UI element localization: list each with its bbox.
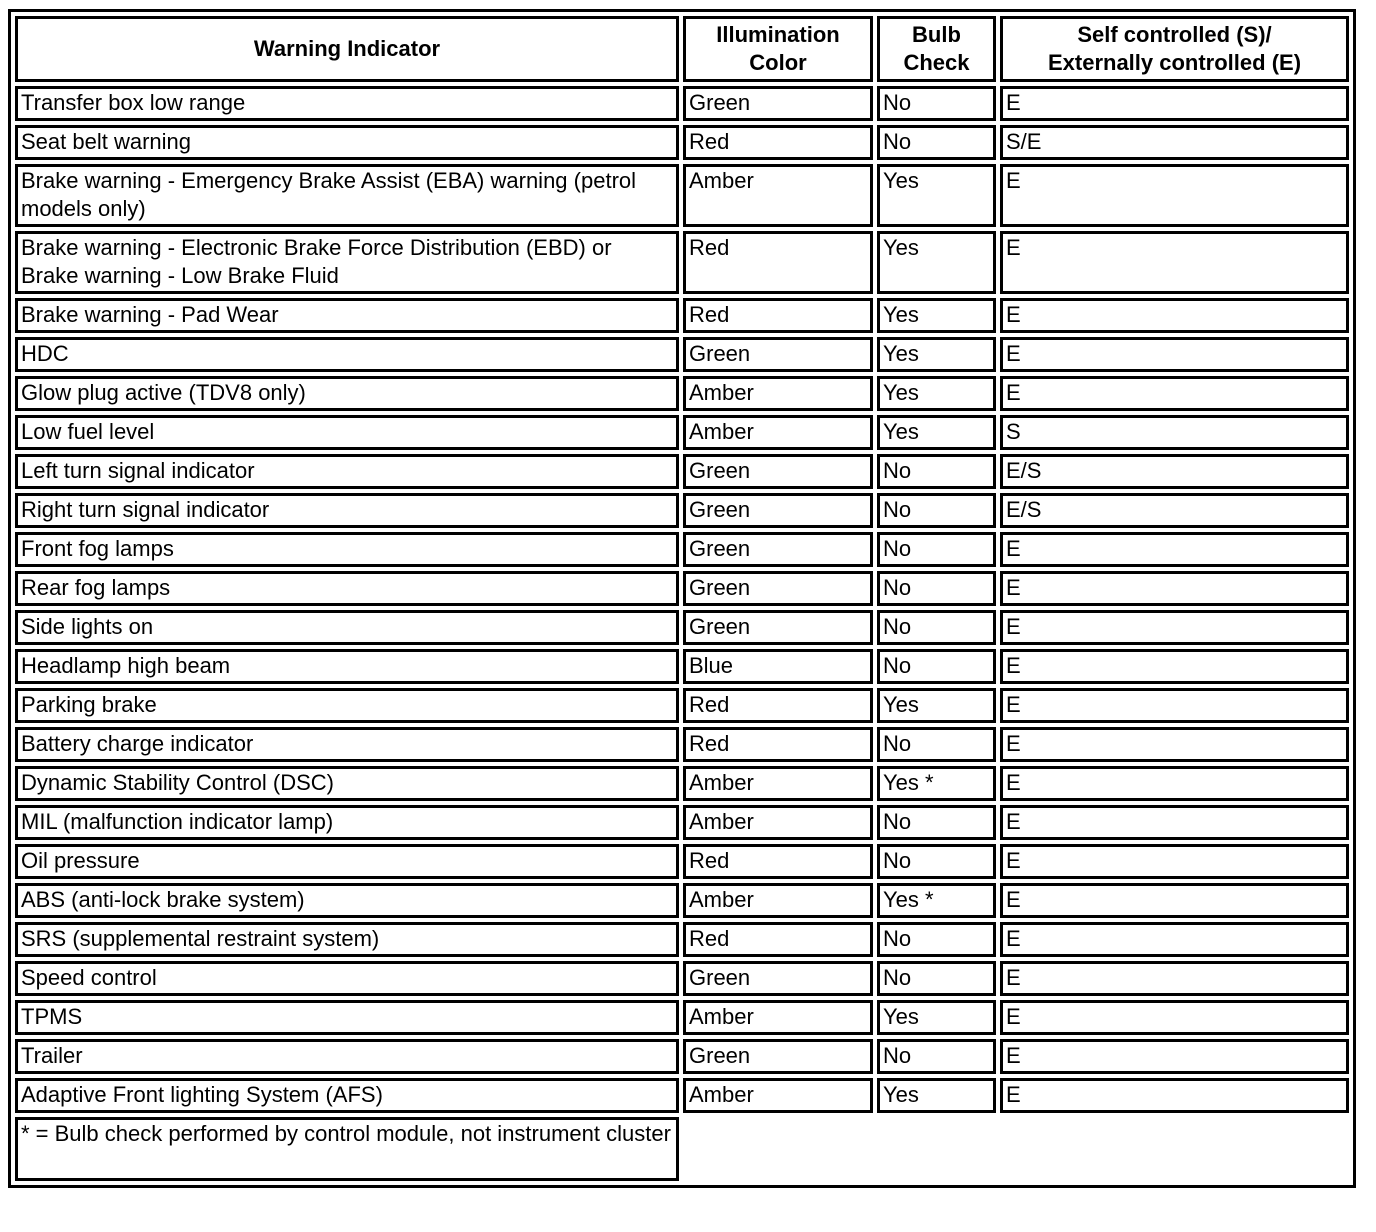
warning-indicator-cell: TPMS bbox=[15, 1000, 679, 1035]
table-row bbox=[15, 1039, 1349, 1074]
bulb-check-cell: No bbox=[877, 125, 996, 160]
bulb-check-cell: No bbox=[877, 727, 996, 762]
warning-indicator-cell: Low fuel level bbox=[15, 415, 679, 450]
control-cell: E bbox=[1000, 337, 1349, 372]
control-cell: E bbox=[1000, 649, 1349, 684]
bulb-check-cell: No bbox=[877, 532, 996, 567]
warning-indicator-table bbox=[8, 9, 1356, 1188]
control-cell: E bbox=[1000, 688, 1349, 723]
header-illumination-color bbox=[683, 16, 873, 82]
header-line: Color bbox=[749, 50, 807, 75]
warning-indicator-cell: SRS (supplemental restraint system) bbox=[15, 922, 679, 957]
control-cell: E bbox=[1000, 766, 1349, 801]
control-cell: E bbox=[1000, 532, 1349, 567]
table-row bbox=[15, 86, 1349, 121]
table-row bbox=[15, 922, 1349, 957]
table-row bbox=[15, 571, 1349, 606]
control-cell: E bbox=[1000, 298, 1349, 333]
warning-indicator-cell: Front fog lamps bbox=[15, 532, 679, 567]
bulb-check-cell: Yes bbox=[877, 688, 996, 723]
warning-indicator-cell: Trailer bbox=[15, 1039, 679, 1074]
warning-indicator-cell: ABS (anti-lock brake system) bbox=[15, 883, 679, 918]
control-cell: S bbox=[1000, 415, 1349, 450]
illumination-color-cell: Green bbox=[683, 493, 873, 528]
bulb-check-cell: No bbox=[877, 922, 996, 957]
warning-indicator-cell: Oil pressure bbox=[15, 844, 679, 879]
header-line: Bulb bbox=[912, 22, 961, 47]
header-line: Externally controlled (E) bbox=[1047, 50, 1302, 75]
illumination-color-cell: Amber bbox=[683, 1078, 873, 1113]
illumination-color-cell: Green bbox=[683, 454, 873, 489]
warning-indicator-cell: Left turn signal indicator bbox=[15, 454, 679, 489]
warning-indicator-cell: Battery charge indicator bbox=[15, 727, 679, 762]
illumination-color-cell: Green bbox=[683, 86, 873, 121]
illumination-color-cell: Green bbox=[683, 610, 873, 645]
bulb-check-cell: No bbox=[877, 493, 996, 528]
bulb-check-cell: Yes bbox=[877, 337, 996, 372]
control-cell: E/S bbox=[1000, 493, 1349, 528]
header-row bbox=[15, 16, 1349, 82]
illumination-color-cell: Green bbox=[683, 961, 873, 996]
control-cell: E bbox=[1000, 1000, 1349, 1035]
table-row bbox=[15, 727, 1349, 762]
table-row bbox=[15, 649, 1349, 684]
bulb-check-cell: Yes bbox=[877, 164, 996, 227]
control-cell: E bbox=[1000, 883, 1349, 918]
warning-indicator-cell: Brake warning - Emergency Brake Assist (EBA) warning (petrol models only) bbox=[15, 164, 679, 227]
bulb-check-cell: No bbox=[877, 805, 996, 840]
control-cell: E/S bbox=[1000, 454, 1349, 489]
control-cell: E bbox=[1000, 376, 1349, 411]
warning-indicator-cell: Headlamp high beam bbox=[15, 649, 679, 684]
warning-indicator-cell: Dynamic Stability Control (DSC) bbox=[15, 766, 679, 801]
warning-indicator-cell: Brake warning - Electronic Brake Force Distribution (EBD) or Brake warning - Low Brake Fluid bbox=[15, 231, 679, 294]
bulb-check-cell: Yes bbox=[877, 1000, 996, 1035]
control-cell: E bbox=[1000, 961, 1349, 996]
control-cell: E bbox=[1000, 727, 1349, 762]
table-row bbox=[15, 125, 1349, 160]
illumination-color-cell: Green bbox=[683, 1039, 873, 1074]
illumination-color-cell: Amber bbox=[683, 766, 873, 801]
bulb-check-cell: Yes bbox=[877, 298, 996, 333]
illumination-color-cell: Red bbox=[683, 231, 873, 294]
table-row bbox=[15, 610, 1349, 645]
header-control bbox=[1000, 16, 1349, 82]
table-row bbox=[15, 1000, 1349, 1035]
illumination-color-cell: Green bbox=[683, 337, 873, 372]
header-line: Self controlled (S)/ bbox=[1077, 22, 1272, 47]
table-row bbox=[15, 337, 1349, 372]
table-row bbox=[15, 532, 1349, 567]
bulb-check-cell: Yes bbox=[877, 376, 996, 411]
table-row bbox=[15, 231, 1349, 294]
table-row bbox=[15, 688, 1349, 723]
illumination-color-cell: Red bbox=[683, 298, 873, 333]
footnote-row bbox=[15, 1117, 1349, 1181]
table-row bbox=[15, 766, 1349, 801]
table-row bbox=[15, 415, 1349, 450]
table-row bbox=[15, 298, 1349, 333]
table-row bbox=[15, 493, 1349, 528]
header-bulb-check bbox=[877, 16, 996, 82]
bulb-check-cell: No bbox=[877, 961, 996, 996]
warning-indicator-cell: Transfer box low range bbox=[15, 86, 679, 121]
control-cell: S/E bbox=[1000, 125, 1349, 160]
bulb-check-cell: Yes bbox=[877, 231, 996, 294]
control-cell: E bbox=[1000, 844, 1349, 879]
illumination-color-cell: Green bbox=[683, 571, 873, 606]
bulb-check-cell: No bbox=[877, 610, 996, 645]
bulb-check-cell: No bbox=[877, 1039, 996, 1074]
warning-indicator-cell: Side lights on bbox=[15, 610, 679, 645]
warning-indicator-cell: Seat belt warning bbox=[15, 125, 679, 160]
control-cell: E bbox=[1000, 1078, 1349, 1113]
warning-indicator-cell: Speed control bbox=[15, 961, 679, 996]
warning-indicator-cell: Brake warning - Pad Wear bbox=[15, 298, 679, 333]
illumination-color-cell: Amber bbox=[683, 805, 873, 840]
bulb-check-cell: Yes bbox=[877, 1078, 996, 1113]
bulb-check-cell: No bbox=[877, 844, 996, 879]
header-line: Illumination bbox=[716, 22, 840, 47]
bulb-check-cell: Yes * bbox=[877, 883, 996, 918]
illumination-color-cell: Red bbox=[683, 688, 873, 723]
header-line: Check bbox=[903, 50, 970, 75]
control-cell: E bbox=[1000, 231, 1349, 294]
table-row bbox=[15, 883, 1349, 918]
control-cell: E bbox=[1000, 86, 1349, 121]
bulb-check-cell: No bbox=[877, 571, 996, 606]
table-row bbox=[15, 454, 1349, 489]
illumination-color-cell: Red bbox=[683, 922, 873, 957]
table-row bbox=[15, 1078, 1349, 1113]
table-row bbox=[15, 376, 1349, 411]
control-cell: E bbox=[1000, 922, 1349, 957]
bulb-check-cell: No bbox=[877, 86, 996, 121]
empty-cell bbox=[683, 1117, 1349, 1181]
control-cell: E bbox=[1000, 1039, 1349, 1074]
warning-indicator-cell: Rear fog lamps bbox=[15, 571, 679, 606]
control-cell: E bbox=[1000, 805, 1349, 840]
illumination-color-cell: Amber bbox=[683, 883, 873, 918]
control-cell: E bbox=[1000, 164, 1349, 227]
bulb-check-cell: Yes bbox=[877, 415, 996, 450]
illumination-color-cell: Amber bbox=[683, 1000, 873, 1035]
header-warning-indicator: Warning Indicator bbox=[15, 16, 679, 82]
footnote: * = Bulb check performed by control module, not instrument cluster bbox=[15, 1117, 679, 1181]
warning-indicator-cell: Right turn signal indicator bbox=[15, 493, 679, 528]
warning-indicator-cell: Glow plug active (TDV8 only) bbox=[15, 376, 679, 411]
warning-indicator-cell: Adaptive Front lighting System (AFS) bbox=[15, 1078, 679, 1113]
table-row bbox=[15, 805, 1349, 840]
illumination-color-cell: Green bbox=[683, 532, 873, 567]
warning-indicator-cell: Parking brake bbox=[15, 688, 679, 723]
table-row bbox=[15, 961, 1349, 996]
bulb-check-cell: No bbox=[877, 454, 996, 489]
control-cell: E bbox=[1000, 610, 1349, 645]
illumination-color-cell: Red bbox=[683, 125, 873, 160]
table-row bbox=[15, 164, 1349, 227]
illumination-color-cell: Amber bbox=[683, 415, 873, 450]
bulb-check-cell: No bbox=[877, 649, 996, 684]
illumination-color-cell: Amber bbox=[683, 376, 873, 411]
control-cell: E bbox=[1000, 571, 1349, 606]
illumination-color-cell: Red bbox=[683, 727, 873, 762]
warning-indicator-cell: HDC bbox=[15, 337, 679, 372]
illumination-color-cell: Blue bbox=[683, 649, 873, 684]
bulb-check-cell: Yes * bbox=[877, 766, 996, 801]
table-row bbox=[15, 844, 1349, 879]
warning-indicator-cell: MIL (malfunction indicator lamp) bbox=[15, 805, 679, 840]
illumination-color-cell: Red bbox=[683, 844, 873, 879]
illumination-color-cell: Amber bbox=[683, 164, 873, 227]
